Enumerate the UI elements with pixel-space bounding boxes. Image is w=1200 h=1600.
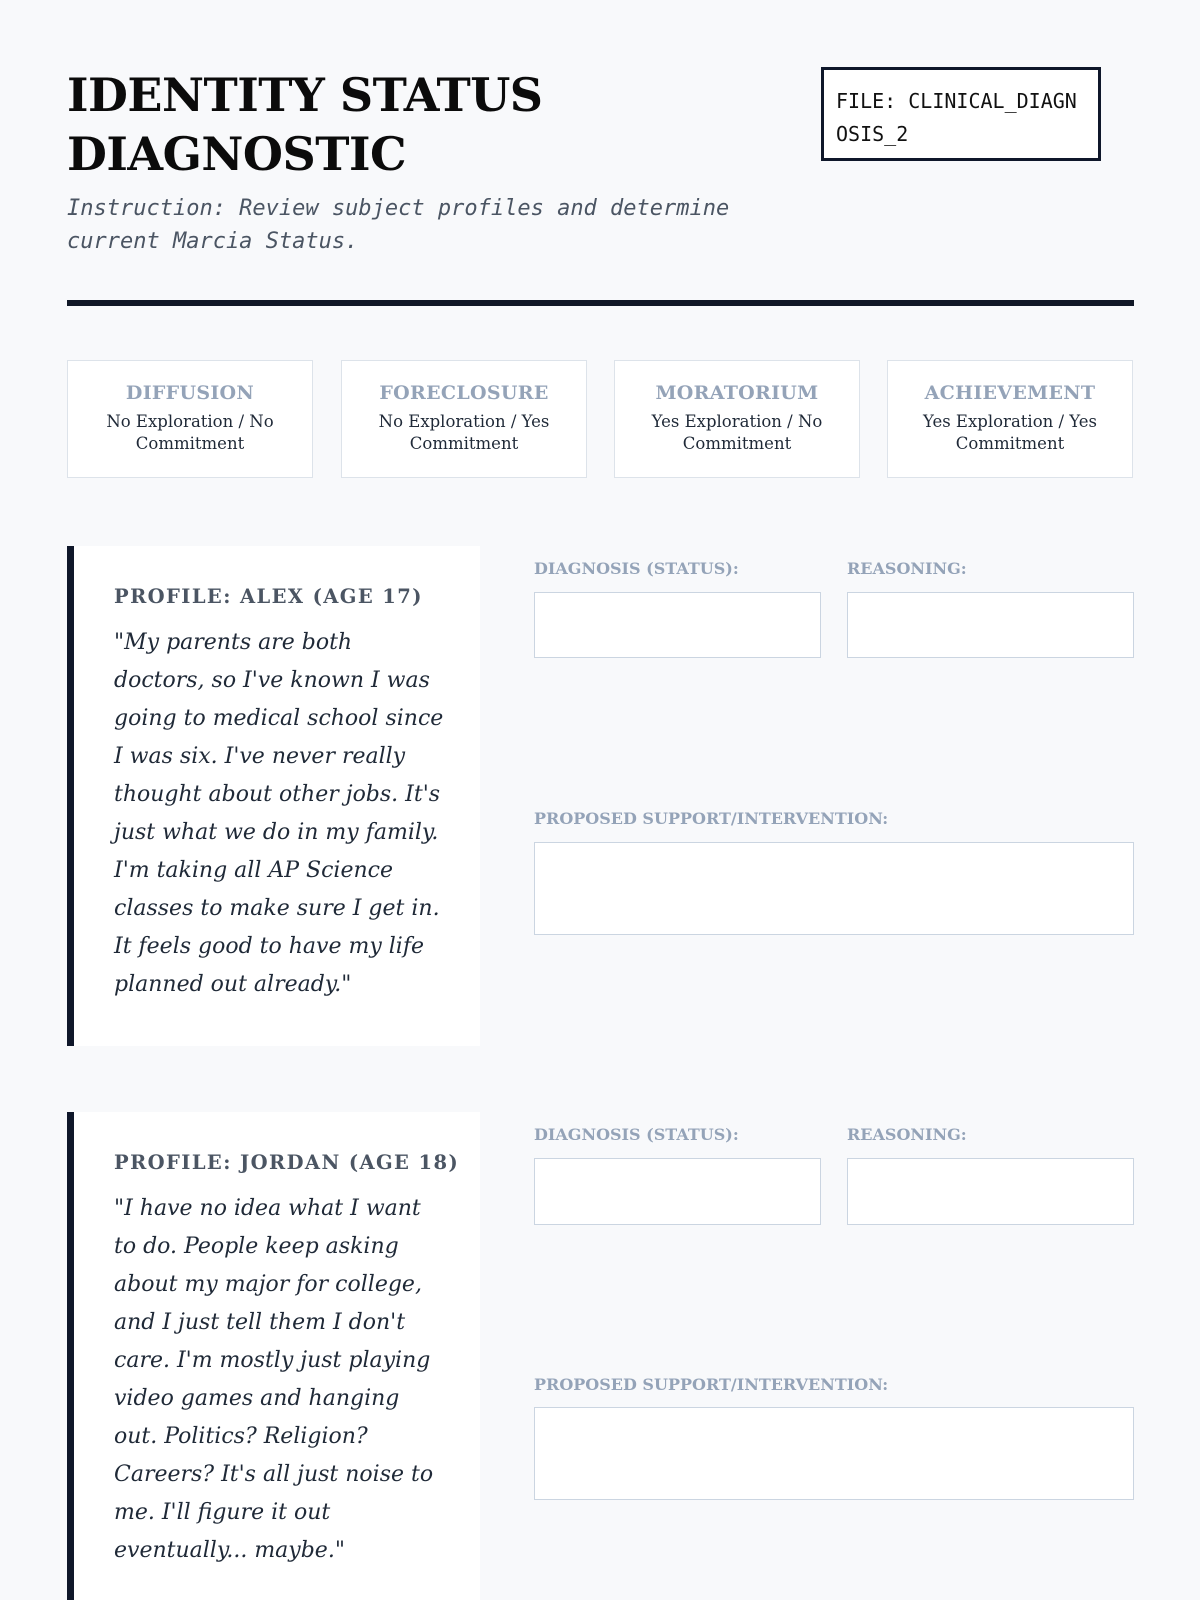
diagnosis-field[interactable] [534, 592, 821, 658]
status-description: No Exploration / No Commitment [106, 412, 274, 453]
intervention-label: PROPOSED SUPPORT/INTERVENTION: [534, 809, 889, 828]
profile-heading: PROFILE: ALEX (AGE 17) [114, 585, 423, 608]
page-title: IDENTITY STATUS DIAGNOSTIC [67, 68, 543, 181]
status-description: No Exploration / Yes Commitment [378, 412, 550, 453]
diagnosis-label: DIAGNOSIS (STATUS): [534, 1125, 739, 1144]
status-name: ACHIEVEMENT [924, 382, 1096, 404]
reasoning-label: REASONING: [847, 1125, 967, 1144]
header-divider [67, 300, 1134, 306]
diagnosis-label: DIAGNOSIS (STATUS): [534, 559, 739, 578]
status-card-diffusion [67, 360, 313, 478]
status-name: MORATORIUM [655, 382, 819, 404]
file-label-box: FILE: CLINICAL_DIAGNOSIS_2 [821, 67, 1101, 161]
profile-heading: PROFILE: JORDAN (AGE 18) [114, 1151, 460, 1174]
status-card-foreclosure [341, 360, 587, 478]
status-name: FORECLOSURE [379, 382, 549, 404]
status-description: Yes Exploration / Yes Commitment [923, 412, 1097, 453]
worksheet-page [67, 0, 1134, 1600]
profile-card-alex [67, 546, 480, 1046]
diagnosis-field[interactable] [534, 1158, 821, 1225]
status-card-moratorium [614, 360, 860, 478]
status-name: DIFFUSION [125, 382, 255, 404]
instruction-text: Instruction: Review subject profiles and determine current Marcia Status. [67, 196, 730, 254]
intervention-field[interactable] [534, 1407, 1134, 1500]
status-card-achievement [887, 360, 1133, 478]
reasoning-field[interactable] [847, 1158, 1134, 1225]
profile-quote: "My parents are both doctors, so I've known I was going to medical school since I was six. I've never really thought about other jobs. It's just what we do in my family. I'm taking all AP Science classes to make sure I get in. It feels good to have my life planned out already." [114, 630, 444, 997]
profile-card-jordan [67, 1112, 480, 1600]
reasoning-field[interactable] [847, 592, 1134, 658]
status-description: Yes Exploration / No Commitment [651, 412, 823, 453]
profile-quote: "I have no idea what I want to do. People keep asking about my major for college, and I just tell them I don't care. I'm mostly just playing video games and hanging out. Politics? Religion? Careers? It's all just noise to me. I'll figure it out eventually... maybe." [114, 1196, 434, 1563]
reasoning-label: REASONING: [847, 559, 967, 578]
intervention-label: PROPOSED SUPPORT/INTERVENTION: [534, 1375, 889, 1394]
intervention-field[interactable] [534, 842, 1134, 935]
